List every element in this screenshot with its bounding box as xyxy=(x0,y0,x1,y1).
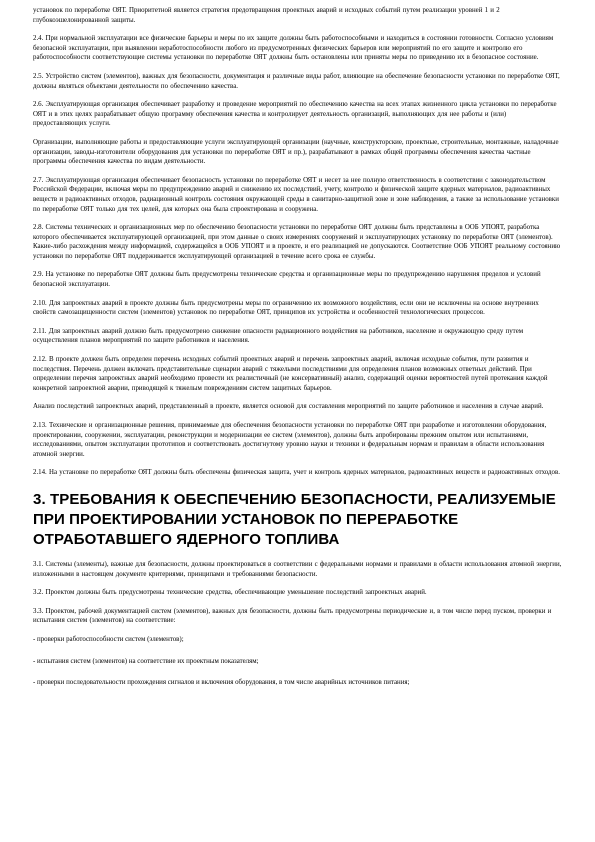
paragraph: 2.14. На установке по переработке ОЯТ должны быть обеспечены физическая защита, учет и контроль ядерных материалов, радиоактивных веществ и радиоактивных отходов. xyxy=(33,469,560,477)
paragraph: 2.6. Эксплуатирующая организация обеспечивает разработку и проведение мероприятий по обеспечению качества на всех этапах жизненного цикла установки по переработке ОЯТ и в этих целях разрабатывает общую программу обеспечения качества и контролирует деятельность организаций, выполняющих для нее работы и (или) предоставляющих услуги. xyxy=(33,101,557,128)
paragraph: 3.1. Системы (элементы), важные для безопасности, должны проектироваться в соответствии с федеральными нормами и правилами в области использования атомной энергии, изложенными в настоящем документе критериями, принципами и требованиями безопасности. xyxy=(33,560,562,578)
paragraph: 3.3. Проектом, рабочей документацией систем (элементов), важных для безопасности, должны быть предусмотрены периодические и, в том числе перед пуском, проверки и испытания систем (элементов) на соответствие: xyxy=(33,607,552,625)
paragraph: 2.10. Для запроектных аварий в проекте должны быть предусмотрены меры по ограничению их возможного воздействия, если они не исключены на основе внутренних свойств самозащищенности систем (элементов) установок по переработке ОЯТ, принципов их устройства и особенностей технологических процессов. xyxy=(33,299,539,317)
paragraph: 2.5. Устройство систем (элементов), важных для безопасности, документация и различные виды работ, влияющие на обеспечение безопасности установки по переработке ОЯТ, должны являться объектами деятельности по обеспечению качества. xyxy=(33,72,560,90)
list-item: - испытания систем (элементов) на соответствие их проектным показателям; xyxy=(33,657,259,665)
paragraph: 2.13. Технические и организационные решения, принимаемые для обеспечения безопасности установки по переработке ОЯТ при разработке и изготовлении оборудования, проектировании, сооружении, эксплуатации, реконструкции и модернизации ее систем (элементов), должны быть апробированы прежним опытом или испытаниями, исследованиями, опытом эксплуатации прототипов и соответствовать достигнутому уровню науки и техники и федеральным нормам и правилам в области использования атомной энергии. xyxy=(33,422,547,458)
paragraph: 2.9. На установке по переработке ОЯТ должны быть предусмотрены технические средства и организационные меры по предупреждению нарушения пределов и условий безопасной эксплуатации. xyxy=(33,271,541,289)
paragraph: Организации, выполняющие работы и предоставляющие услуги эксплуатирующей организации (научные, конструкторские, проектные, строительные, монтажные, наладочные организации, заводы-изготовители оборудования для установки по переработке ОЯТ и пр.), разрабатывают в рамках общей программы обеспечения качества частные программы обеспечения качества по видам деятельности. xyxy=(33,138,559,166)
list-item: - проверки последовательности прохождения сигналов и включения оборудования, в том числе аварийных источников питания; xyxy=(33,679,410,687)
section-heading: 3. ТРЕБОВАНИЯ К ОБЕСПЕЧЕНИЮ БЕЗОПАСНОСТИ, РЕАЛИЗУЕМЫЕ ПРИ ПРОЕКТИРОВАНИИ УСТАНОВОК ПО ПЕРЕРАБОТКЕ ОТРАБОТАВШЕГО ЯДЕРНОГО ТОПЛИВА xyxy=(33,490,556,548)
paragraph: 2.12. В проекте должен быть определен перечень исходных событий проектных аварий и перечень запроектных аварий, включая исходные события, пути развития и последствия. Перечень должен включать представительные сценарии аварий с тяжелыми последствиями для определения планов возможных ответных действий. При определении перечня запроектных аварий необходимо провести их реалистичный (не консервативный) анализ, содержащий оценки вероятностей путей протекания каждой конкретной запроектной аварии, приводящей к тяжелым повреждениям систем защитных барьеров. xyxy=(33,356,548,392)
paragraph: 2.4. При нормальной эксплуатации все физические барьеры и меры по их защите должны быть работоспособными и находиться в состоянии готовности. Согласно условиям безопасной эксплуатации, при выявлении неработоспособности любого из предусмотренных физических барьеров или мероприятий по его защите и контролю его работоспособности соответствующие системы установки по переработке ОЯТ должны быть остановлены или приняты меры по приведению их в безопасное состояние. xyxy=(33,35,554,62)
paragraph: Анализ последствий запроектных аварий, представленный в проекте, является основой для составления мероприятий по защите работников и населения в случае аварий. xyxy=(33,403,544,411)
paragraph: 2.7. Эксплуатирующая организация обеспечивает безопасность установки по переработке ОЯТ и несет за нее полную ответственность в соответствии с законодательством Российской Федерации, включая меры по предупреждению аварий и снижению их последствий, учету, контролю и физической защите ядерных материалов, радиоактивных веществ и радиоактивных отходов, радиационный контроль состояния окружающей среды в санитарно-защитной зоне и зоне наблюдения, а также за использование установки по переработке ОЯТ только для тех целей, для которых она была спроектирована и сооружена. xyxy=(33,176,559,213)
paragraph: 2.11. Для запроектных аварий должно быть предусмотрено снижение опасности радиационного воздействия на работников, население и окружающую среду путем осуществления планов мероприятий по защите работников и населения. xyxy=(33,327,524,345)
list-item: - проверки работоспособности систем (элементов); xyxy=(33,635,184,643)
paragraph: 2.8. Системы технических и организационных мер по обеспечению безопасности установки по переработке ОЯТ должны быть представлены в ООБ УПОЯТ, разработка которого обеспечивается эксплуатирующей организацией, при этом данные о своих измерениях сооружений и эксплуатирующих установку по переработке ОЯТ (элементов). Какие-либо расхождения между информацией, содержащейся в ООБ УПОЯТ и в проекте, и его реализацией не допускаются. Соответствие ООБ УПОЯТ реальному состоянию установки по переработке ОЯТ поддерживается эксплуатирующей организацией в течение всего срока ее службы. xyxy=(33,224,561,260)
paragraph: 3.2. Проектом должны быть предусмотрены технические средства, обеспечивающие уменьшение последствий запроектных аварий. xyxy=(33,589,427,597)
paragraph: установок по переработке ОЯТ. Приоритетной является стратегия предотвращения проектных аварий и исходных событий путем реализации уровней 1 и 2 глубокоэшелонированной защиты. xyxy=(33,7,500,24)
